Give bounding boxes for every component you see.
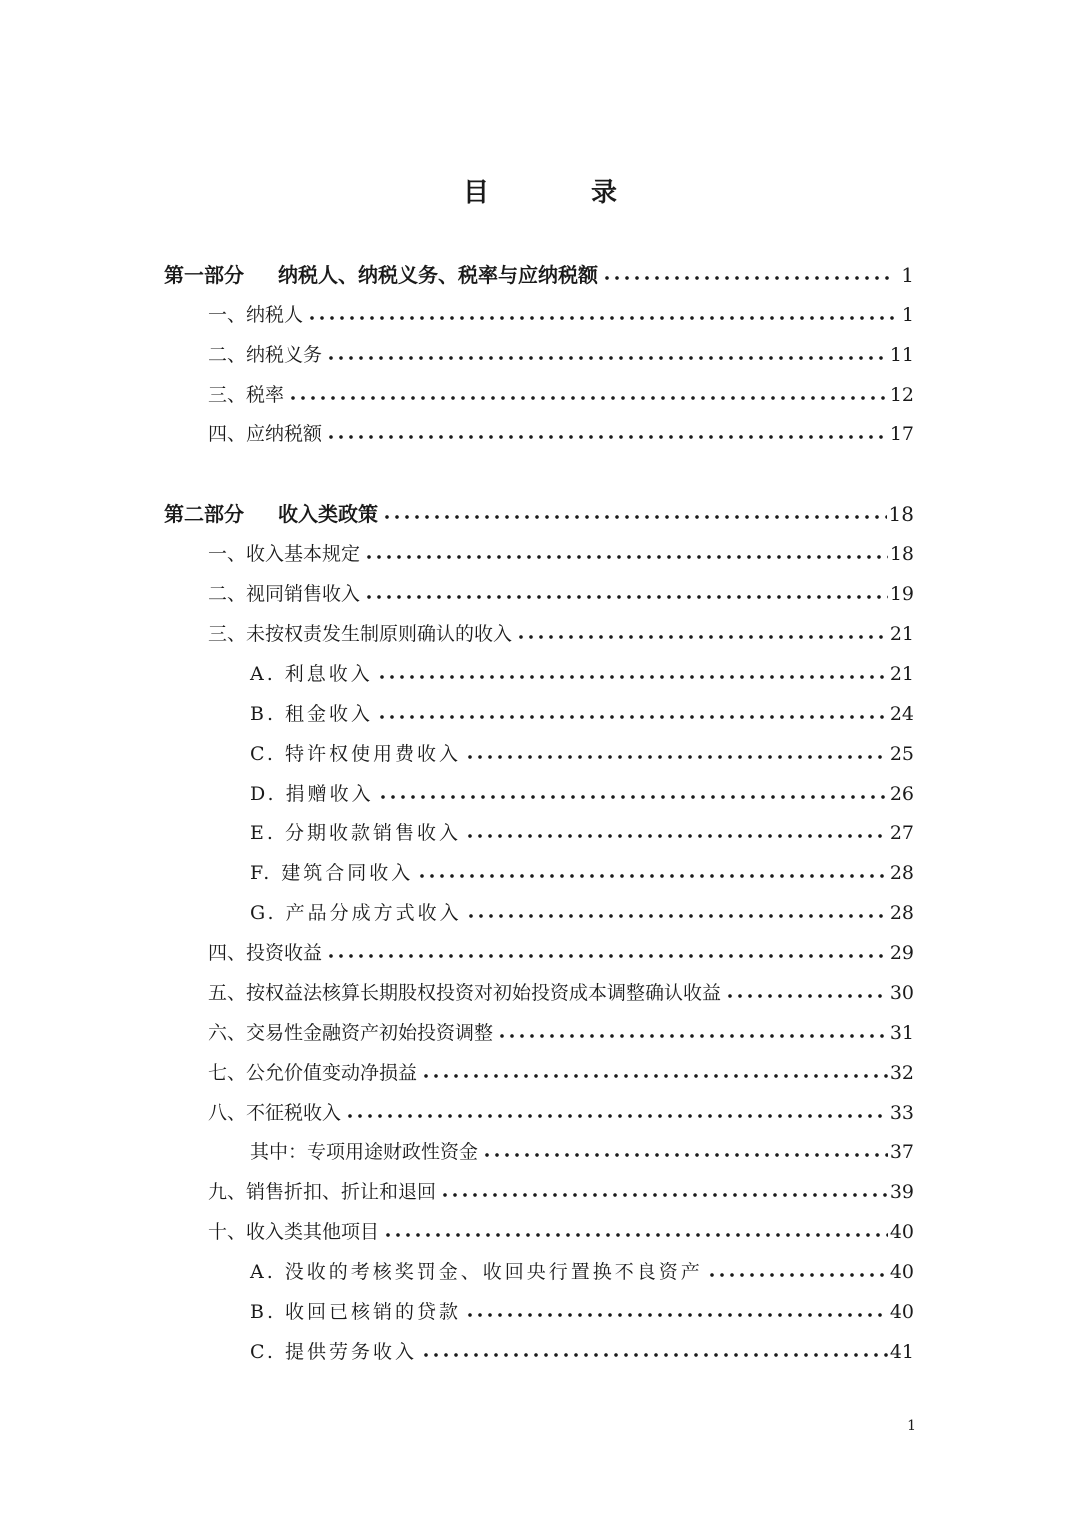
toc-page-number: 21 (889, 663, 914, 685)
toc-leader-dots (377, 659, 888, 689)
toc-page-number: 33 (889, 1102, 914, 1124)
toc-page-number: 26 (889, 783, 914, 805)
toc-leader-dots (482, 1137, 888, 1167)
toc-page-number: 31 (889, 1022, 914, 1044)
toc-entry[interactable] (208, 1217, 914, 1247)
toc-subentry[interactable] (250, 1137, 914, 1167)
toc-entry-label: A. 利息收入 (250, 663, 373, 685)
page-title: 目 录 (462, 178, 655, 208)
toc-subentry[interactable] (250, 779, 914, 809)
toc-part-label: 第二部分 (164, 502, 244, 526)
toc-leader-dots (602, 260, 894, 290)
toc-leader-dots (516, 619, 888, 649)
toc-entry[interactable] (208, 1177, 914, 1207)
toc-entry-label: 八、不征税收入 (208, 1102, 342, 1124)
toc-entry[interactable] (208, 619, 914, 649)
toc-entry[interactable] (208, 1018, 914, 1048)
toc-part-title: 收入类政策 (278, 502, 378, 526)
toc-entry-label: G. 产品分成方式收入 (250, 902, 462, 924)
toc-subentry[interactable] (250, 818, 914, 848)
toc-entry-label: D. 捐赠收入 (250, 783, 374, 805)
toc-leader-dots (382, 499, 887, 529)
toc-leader-dots (288, 380, 888, 410)
toc-leader-dots (383, 1217, 888, 1247)
toc-leader-dots (440, 1177, 888, 1207)
toc-subentry[interactable] (250, 739, 914, 769)
toc-subentry[interactable] (250, 699, 914, 729)
toc-entry[interactable] (208, 1058, 914, 1088)
toc-page-number: 19 (889, 583, 914, 605)
toc-entry-label: A. 没收的考核奖罚金、收回央行置换不良资产 (250, 1261, 703, 1283)
toc-subentry[interactable] (250, 858, 914, 888)
toc-leader-dots (725, 978, 888, 1008)
toc-page-number: 40 (889, 1301, 914, 1323)
toc-entry-label: 十、收入类其他项目 (208, 1221, 380, 1243)
toc-entry-part-1[interactable] (164, 260, 914, 290)
toc-leader-dots (345, 1098, 888, 1128)
toc-entry-label: 一、纳税人 (208, 304, 304, 326)
toc-page-number: 27 (889, 822, 914, 844)
toc-entry[interactable] (208, 419, 914, 449)
toc-leader-dots (326, 938, 888, 968)
toc-page-number: 1 (901, 304, 914, 326)
toc-entry[interactable] (208, 380, 914, 410)
toc-entry-label: C. 提供劳务收入 (250, 1341, 417, 1363)
toc-leader-dots (421, 1337, 888, 1367)
toc-entry-label: 三、未按权责发生制原则确认的收入 (208, 623, 513, 645)
toc-leader-dots (465, 818, 888, 848)
toc-entry-label: 四、投资收益 (208, 942, 323, 964)
toc-entry-label: 六、交易性金融资产初始投资调整 (208, 1022, 494, 1044)
toc-entry[interactable] (208, 579, 914, 609)
toc-entry-label: 其中：专项用途财政性资金 (250, 1141, 479, 1163)
toc-subentry[interactable] (250, 659, 914, 689)
toc-page-number: 18 (888, 502, 914, 526)
toc-page-number: 21 (889, 623, 914, 645)
toc-entry-label: B. 收回已核销的贷款 (250, 1301, 462, 1323)
toc-page-number: 29 (889, 942, 914, 964)
toc-leader-dots (465, 739, 888, 769)
toc-page-number: 28 (889, 862, 914, 884)
toc-page-number: 40 (889, 1261, 914, 1283)
toc-leader-dots (417, 858, 888, 888)
toc-leader-dots (377, 699, 888, 729)
toc-entry-label: 七、公允价值变动净损益 (208, 1062, 418, 1084)
toc-entry-label: 九、销售折扣、折让和退回 (208, 1181, 437, 1203)
toc-page-number: 37 (889, 1141, 914, 1163)
toc-page-number: 40 (889, 1221, 914, 1243)
toc-part-label: 第一部分 (164, 263, 244, 287)
toc-entry-label: F. 建筑合同收入 (250, 862, 414, 884)
toc-page-number: 32 (889, 1062, 914, 1084)
footer-page-number: 1 (907, 1418, 916, 1434)
toc-entry[interactable] (208, 340, 914, 370)
toc-leader-dots (497, 1018, 888, 1048)
toc-entry-part-2[interactable] (164, 499, 914, 529)
toc-page-number: 12 (889, 384, 914, 406)
toc-page-number: 39 (889, 1181, 914, 1203)
toc-leader-dots (421, 1058, 888, 1088)
toc-page-number: 18 (889, 543, 914, 565)
toc-page-number: 28 (889, 902, 914, 924)
toc-part-title: 纳税人、纳税义务、税率与应纳税额 (278, 263, 598, 287)
toc-entry-label: 二、视同销售收入 (208, 583, 361, 605)
toc-page-number: 25 (889, 743, 914, 765)
toc-leader-dots (364, 539, 888, 569)
toc-entry-label: 三、税率 (208, 384, 285, 406)
toc-subentry[interactable] (250, 1337, 914, 1367)
toc-leader-dots (326, 340, 888, 370)
toc-entry-label: 二、纳税义务 (208, 344, 323, 366)
toc-page-number: 11 (889, 344, 914, 366)
toc-entry-label: 四、应纳税额 (208, 423, 323, 445)
toc-entry[interactable] (208, 938, 914, 968)
toc-leader-dots (465, 1297, 888, 1327)
toc-page-number: 1 (901, 263, 914, 287)
toc-subentry[interactable] (250, 898, 914, 928)
toc-entry-label: 一、收入基本规定 (208, 543, 361, 565)
toc-leader-dots (466, 898, 888, 928)
toc-entry-label: E. 分期收款销售收入 (250, 822, 461, 844)
toc-page-number: 41 (889, 1341, 914, 1363)
toc-page-number: 24 (889, 703, 914, 725)
toc-entry-label: 五、按权益法核算长期股权投资对初始投资成本调整确认收益 (208, 982, 722, 1004)
toc-leader-dots (326, 419, 888, 449)
toc-subentry[interactable] (250, 1297, 914, 1327)
toc-entry[interactable] (208, 300, 914, 330)
toc-page-number: 17 (889, 423, 914, 445)
toc-entry-label: C. 特许权使用费收入 (250, 743, 461, 765)
toc-entry[interactable] (208, 978, 914, 1008)
toc-leader-dots (307, 300, 894, 330)
toc-subentry[interactable] (250, 1257, 914, 1287)
toc-leader-dots (378, 779, 888, 809)
toc-leader-dots (707, 1257, 888, 1287)
toc-entry[interactable] (208, 539, 914, 569)
toc-leader-dots (364, 579, 888, 609)
toc-page-number: 30 (889, 982, 914, 1004)
toc-entry[interactable] (208, 1098, 914, 1128)
toc-entry-label: B. 租金收入 (250, 703, 374, 725)
